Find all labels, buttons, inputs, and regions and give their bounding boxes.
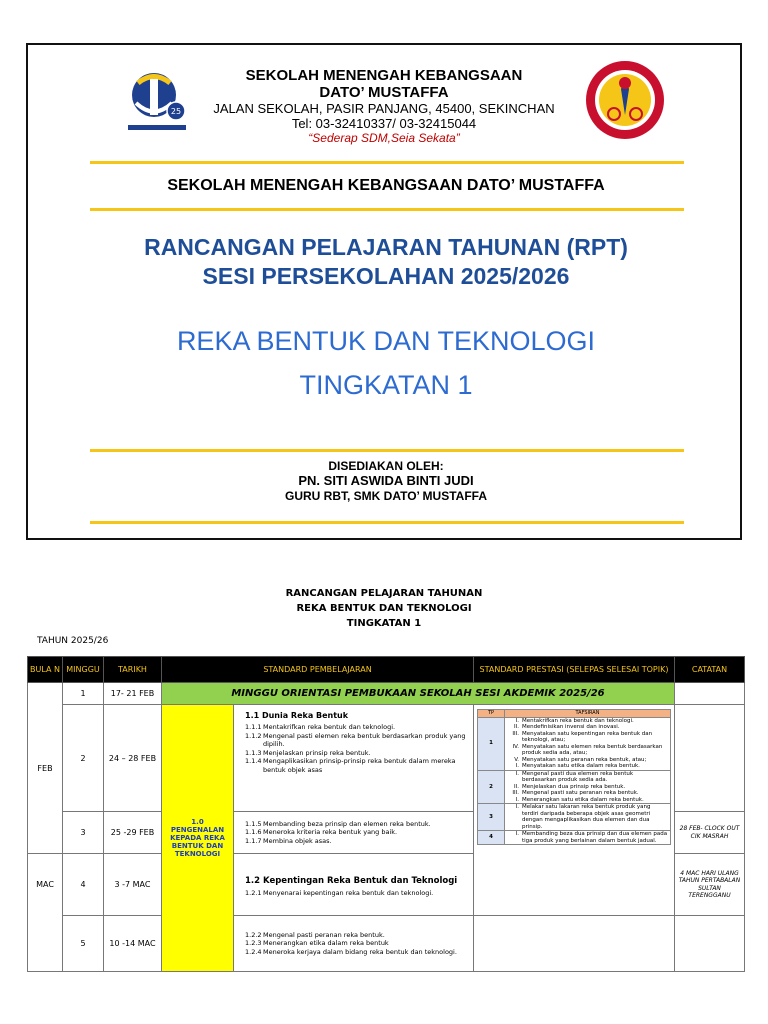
- rpt-title: [28, 233, 744, 291]
- week-number: 5: [63, 916, 104, 972]
- tafsiran-item: V. Menyatakan satu peranan reka bentuk, atau;: [514, 756, 647, 763]
- catatan-cell: [675, 705, 745, 812]
- standard-item: 1.1.5 Membanding beza prinsip dan elemen reka bentuk.: [245, 819, 431, 828]
- standard-heading: 1.1 Dunia Reka Bentuk: [245, 711, 349, 720]
- rpt-title-line2: SESI PERSEKOLAHAN 2025/2026: [202, 263, 570, 289]
- standard-1-1-cont-cell: [234, 812, 474, 854]
- school-crest-logo: [124, 65, 190, 135]
- rpt-document-title: [0, 586, 768, 631]
- table-row: [28, 683, 745, 705]
- standard-item: 1.1.4 Mengaplikasikan prinsip-prinsip reka bentuk dalam mereka bentuk objek asas: [245, 757, 456, 774]
- week-number: 2: [63, 705, 104, 812]
- tp-level: 1: [478, 717, 505, 770]
- orientation-banner: MINGGU ORIENTASI PEMBUKAAN SEKOLAH SESI AKDEMIK 2025/26: [162, 683, 675, 705]
- tafsiran-item: I. Mengenal pasti dua elemen reka bentuk berdasarkan produk sedia ada.: [515, 770, 634, 783]
- week-date: 24 – 28 FEB: [104, 705, 162, 812]
- tafsiran-item: I. Membanding beza dua prinsip dan dua elemen pada tiga produk yang berlainan dalam bentuk jadual.: [515, 831, 668, 844]
- month-cell-mac: MAC: [28, 854, 63, 972]
- standard-1-1-cell: [234, 705, 474, 812]
- standard-item: 1.2.3 Menerangkan etika dalam reka bentuk: [245, 939, 389, 948]
- school-name-full: SEKOLAH MENENGAH KEBANGSAAN DATO’ MUSTAFFA: [167, 177, 605, 194]
- tafsiran-row: [478, 831, 671, 845]
- rpt-table: [27, 656, 745, 972]
- tafsiran-item: II. Menjelaskan dua prinsip reka bentuk.: [514, 783, 626, 790]
- week-date: 3 -7 MAC: [104, 854, 162, 916]
- school-name-line1: SEKOLAH MENENGAH KEBANGSAAN: [245, 67, 523, 84]
- standard-item: 1.1.1 Mentakrifkan reka bentuk dan teknologi.: [245, 723, 396, 731]
- col-header-tarikh: TARIKH: [104, 657, 162, 683]
- gold-divider: [90, 521, 684, 524]
- tafsiran-header: TAFSIRAN: [505, 710, 671, 718]
- tafsiran-header-tp: TP: [478, 710, 505, 718]
- prepared-by-label: DISEDIAKAN OLEH:: [328, 459, 444, 473]
- gold-divider: [90, 208, 684, 211]
- school-letterhead: [198, 67, 570, 146]
- subject-level: TINGKATAN 1: [299, 370, 473, 400]
- tafsiran-item: IV. Menyatakan satu elemen reka bentuk berdasarkan produk sedia ada, atau;: [512, 743, 663, 756]
- school-motto: “Sederap SDM,Seia Sekata”: [308, 131, 460, 145]
- gold-divider: [90, 161, 684, 164]
- svg-text:25: 25: [170, 107, 182, 116]
- tafsiran-item: I. Mentakrifkan reka bentuk dan teknologi.: [515, 717, 634, 724]
- week-date: 25 -29 FEB: [104, 812, 162, 854]
- academic-year: TAHUN 2025/26: [37, 636, 109, 646]
- tafsiran-item: III. Mengenal pasti satu peranan reka bentuk.: [512, 790, 639, 796]
- week-number: 1: [63, 683, 104, 705]
- standard-1-2-cell: [234, 854, 474, 916]
- standard-item: 1.1.3 Menjelaskan prinsip reka bentuk.: [245, 748, 371, 757]
- cover-frame: [26, 43, 742, 540]
- week-number: 4: [63, 854, 104, 916]
- col-header-bulan: BULA N: [28, 657, 63, 683]
- doc-title-line3: TINGKATAN 1: [346, 618, 422, 629]
- teacher-name: PN. SITI ASWIDA BINTI JUDI: [298, 473, 474, 488]
- school-name-line2: DATO’ MUSTAFFA: [319, 84, 449, 101]
- standard-prestasi-cell: [474, 916, 675, 972]
- col-header-minggu: MINGGU: [63, 657, 104, 683]
- week-number: 3: [63, 812, 104, 854]
- standard-heading: 1.2 Kepentingan Reka Bentuk dan Teknologi: [245, 875, 458, 886]
- doc-title-line1: RANCANGAN PELAJARAN TAHUNAN: [285, 588, 483, 599]
- tafsiran-item: III. Menyatakan satu kepentingan reka bentuk dan teknologi, atau;: [512, 730, 653, 743]
- doc-title-line2: REKA BENTUK DAN TEKNOLOGI: [296, 603, 472, 614]
- tafsiran-table: [477, 709, 671, 845]
- school-phone: Tel: 03-32410337/ 03-32415044: [291, 116, 477, 131]
- tafsiran-item: II. Mendefinisikan invensi dan inovasi.: [514, 724, 620, 730]
- catatan-cell: [675, 683, 745, 705]
- teacher-role: GURU RBT, SMK DATO’ MUSTAFFA: [285, 489, 487, 503]
- week-date: 10 -14 MAC: [104, 916, 162, 972]
- standard-item: 1.2.4 Meneroka kerjaya dalam bidang reka bentuk dan teknologi.: [245, 947, 457, 956]
- school-emblem-logo: [584, 59, 666, 141]
- col-header-catatan: CATATAN: [675, 657, 745, 683]
- tafsiran-item: I. Melakar satu lakaran reka bentuk produk yang terdiri daripada beberapa objek asas geometri dengan mengaplikasikan dua elemen dan dua prinsip.: [515, 804, 651, 830]
- gold-divider: [90, 449, 684, 452]
- tp-level: 2: [478, 770, 505, 804]
- tp-level: 4: [478, 831, 505, 845]
- standard-item: 1.1.6 Meneroka kriteria reka bentuk yang baik.: [245, 828, 398, 837]
- rpt-title-line1: RANCANGAN PELAJARAN TAHUNAN (RPT): [144, 234, 628, 260]
- table-header-row: [28, 657, 745, 683]
- month-cell-feb: FEB: [28, 683, 63, 854]
- standard-prestasi-cell: [474, 705, 675, 916]
- subject-name: REKA BENTUK DAN TEKNOLOGI: [176, 326, 596, 356]
- standard-1-2-cont-cell: [234, 916, 474, 972]
- tafsiran-row: [478, 804, 671, 831]
- prepared-by: [28, 459, 744, 504]
- week-date: 17- 21 FEB: [104, 683, 162, 705]
- catatan-cell: [675, 916, 745, 972]
- catatan-note: 4 MAC HARI ULANG TAHUN PERTABALAN SULTAN TERENGGANU: [675, 854, 745, 916]
- table-row: [28, 705, 745, 812]
- standard-item: 1.2.2 Mengenal pasti peranan reka bentuk.: [245, 930, 385, 939]
- tp-level: 3: [478, 804, 505, 831]
- subject-title: [28, 319, 744, 407]
- table-row: [28, 916, 745, 972]
- tafsiran-item: I. Menerangkan satu etika dalam reka bentuk.: [515, 796, 644, 803]
- school-address: JALAN SEKOLAH, PASIR PANJANG, 45400, SEKINCHAN: [213, 101, 555, 116]
- standard-item: 1.2.1 Menyenarai kepentingan reka bentuk dan teknologi.: [245, 888, 434, 897]
- col-header-standard-pembelajaran: STANDARD PEMBELAJARAN: [162, 657, 474, 683]
- tafsiran-row: [478, 717, 671, 770]
- catatan-note: 28 FEB- CLOCK OUT CIK MASRAH: [675, 812, 745, 854]
- topic-cell: 1.0 PENGENALAN KEPADA REKA BENTUK DAN TEKNOLOGI: [162, 705, 234, 972]
- standard-item: 1.1.7 Membina objek asas.: [245, 836, 332, 845]
- tafsiran-row: [478, 770, 671, 804]
- tafsiran-item: I. Menyatakan satu etika dalam reka bentuk.: [515, 763, 640, 769]
- col-header-standard-prestasi: STANDARD PRESTASI (SELEPAS SELESAI TOPIK): [474, 657, 675, 683]
- standard-item: 1.1.2 Mengenal pasti elemen reka bentuk berdasarkan produk yang dipilih.: [245, 731, 466, 748]
